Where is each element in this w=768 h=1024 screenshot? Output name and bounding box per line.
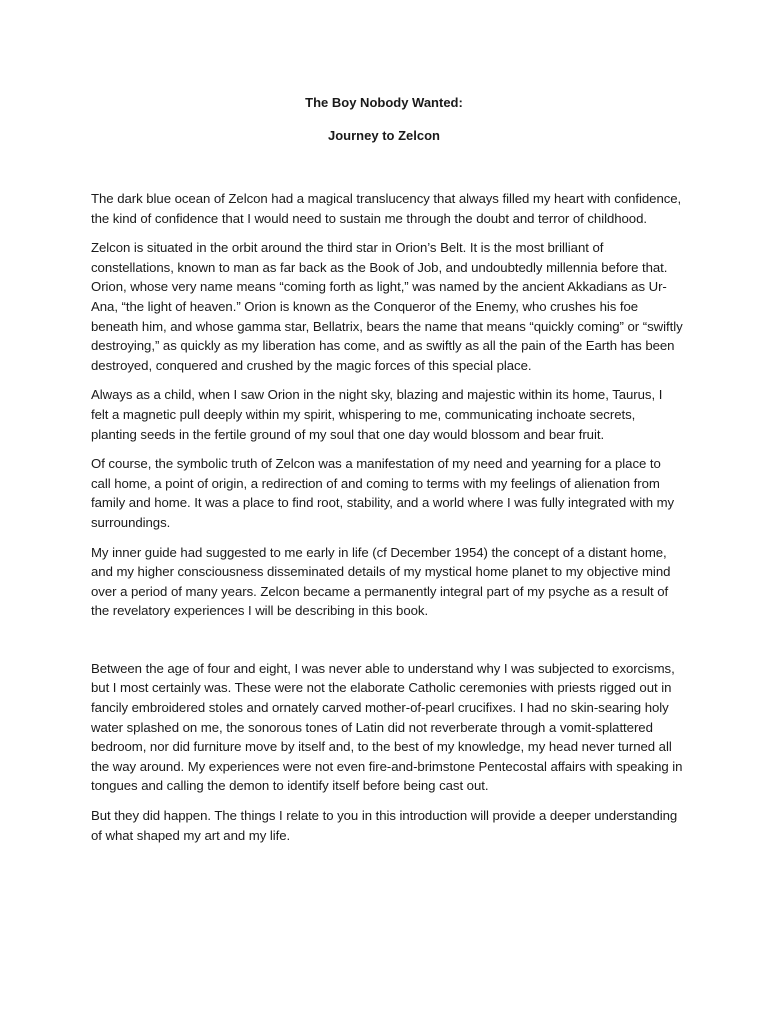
document-body [91, 189, 683, 855]
paragraph-4: Of course, the symbolic truth of Zelcon was a manifestation of my need and yearning for a place to call home, a point of origin, a redirection of and coming to terms with my feelings of alienation from family and home. It was a place to find root, stability, and a world where I was fully integrated with my surroundings. [91, 456, 675, 530]
paragraph-7: But they did happen. The things I relate to you in this introduction will provide a deeper understanding of what shaped my art and my life. [91, 808, 678, 843]
paragraph-1: The dark blue ocean of Zelcon had a magical translucency that always filled my heart with confidence, the kind of confidence that I would need to sustain me through the doubt and terror of childhood. [91, 191, 682, 226]
document-title: The Boy Nobody Wanted: [305, 95, 463, 110]
paragraph-2: Zelcon is situated in the orbit around the third star in Orion’s Belt. It is the most brilliant of constellations, known to man as far back as the Book of Job, and undoubtedly millennia before that. Orion, whose very name means “coming forth as light,” was named by the ancient Akkadians as Ur-Ana, “the light of heaven.” Orion is known as the Conqueror of the Enemy, who crushes his foe beneath him, and whose gamma star, Bellatrix, bears the name that means “quickly coming” or “swiftly destroying,” as quickly as my liberation has come, and as swiftly as all the pain of the Earth has been destroyed, conquered and crushed by the magic forces of this special place. [91, 240, 683, 373]
paragraph-5: My inner guide had suggested to me early in life (cf December 1954) the concept of a distant home, and my higher consciousness disseminated details of my mystical home planet to my objective mind over a period of many years. Zelcon became a permanently integral part of my psyche as a result of the revelatory experiences I will be describing in this book. [91, 544, 671, 619]
paragraph-3: Always as a child, when I saw Orion in the night sky, blazing and majestic within its home, Taurus, I felt a magnetic pull deeply within my spirit, whispering to me, communicating inchoate secrets, planting seeds in the fertile ground of my soul that one day would blossom and bear fruit. [91, 387, 663, 442]
document-subtitle: Journey to Zelcon [328, 128, 440, 143]
paragraph-6: Between the age of four and eight, I was never able to understand why I was subjected to exorcisms, but I most certainly was. These were not the elaborate Catholic ceremonies with priests rigged out in fancily embroidered stoles and ornately carved mother-of-pearl crucifixes. I had no skin-searing holy water splashed on me, the sonorous tones of Latin did not reverberate through a vomit-splattered bedroom, nor did furniture move by itself and, to the best of my knowledge, my head never turned all the way around. My experiences were not even fire-and-brimstone Pentecostal affairs with speaking in tongues and calling the demon to identify itself before being cast out. [91, 660, 683, 794]
